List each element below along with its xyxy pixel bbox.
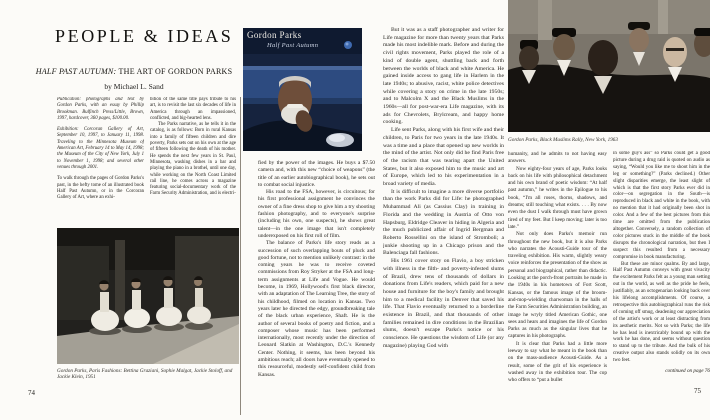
- rally-photo-caption: Gordon Parks, Black Muslims Rally, New York, 1963: [508, 137, 618, 143]
- article-title: [28, 67, 240, 76]
- article-title-work: HALF PAST AUTUMN:: [35, 67, 117, 76]
- publication-info: Publication: photographs and text by Gordon Parks, with an essay by Phillip Brookman. Bulfinch Press/Little, Brown, 1997, hardcover, 360 pages, $100.00.: [57, 97, 144, 121]
- section-title: PEOPLE & IDEAS: [55, 26, 234, 46]
- body-paragraph: Not only does Parks's memoir run throughout the new book, but it is also Parks who narrates the Acousti-Guide tour of the traveling exhibition. His warm, slightly weary voice reinforces the presentation of the show as personal and biographical, rather than didactic. Looking at the porch-front portraits he made in the 1940s in his hometown of Fort Scott, Kansas, or the famous image of the broom-and-mop-wielding charwoman in the halls of the Farm Securities Administration building, an image he wryly titled American Gothic, one sees and hears and imagines the life of Gordon Parks as much as the singular lives that he captures in his photographs.: [508, 231, 607, 340]
- byline: by Michael L. Sand: [104, 82, 164, 91]
- exhibition-info: Exhibition: Corcoran Gallery of Art, September 10, 1997, to January 11, 1998. Traveling to the Minnesota Museum of American Art, February 14 to May 14, 1998; the Museum of the City of New York, July 1 to November 1, 1998; and several other venues through 2001.: [57, 127, 144, 170]
- book-cover-image: [243, 28, 362, 151]
- text-column-2: [150, 97, 236, 227]
- paris-fashions-photo: [57, 228, 239, 364]
- black-muslims-rally-photo: [508, 0, 710, 132]
- body-paragraph: To walk through the pages of Gordon Parks's past, in the hefty tome of an illustrated book Half Past Autumn, or in the Corcoran Gallery of Art, where an exhi-: [57, 176, 144, 201]
- paris-photo-caption: Gordon Parks, Paris Fashions: Bettina Graziani, Sophie Malgat, Jackie Stoloff, and Jackie Klein, 1951: [57, 368, 233, 381]
- page-number-right: 75: [694, 387, 701, 395]
- body-paragraph: Life sent Parks, along with his first wife and their children, to Paris for two years in the late 1940s. It was a time and a place that opened up new worlds in the mind of the artist. Not only did he find Paris free of the racism that was tearing apart the United States, but it also exposed him to the music and art of Europe, which led to his experimentation in a broad variety of media.: [383, 127, 504, 188]
- text-column-4: [383, 27, 504, 419]
- body-paragraph: fied by the power of the images. He buys a $7.50 camera and, with this new “choice of weapons” (the title of an earlier autobiographical book), he sets out to combat social injustice.: [258, 160, 375, 188]
- body-paragraph: bition of the same title pays tribute to his art, is to revisit the last six decades of life in America through an impassioned, conflicted, and big-hearted lens.: [150, 97, 236, 121]
- book-cover-author: Gordon Parks: [247, 30, 302, 40]
- text-column-1: [57, 97, 144, 227]
- body-paragraph: But it was as a staff photographer and writer for Life magazine for more than twenty years that Parks made his most indelible mark. Before and during the civil rights movement, Parks played the role of a kind of double agent, shuttling back and forth between the worlds of black and white America. He gained inside access to gang life in Harlem in the late 1940s; to abusive, racist, white police detectives while covering a story on crime in the late 1950s; and to Malcolm X and the Black Muslims in the 1960s—all for post-war-era Life magazine, with its ads for Chevrolets, Brylcream, and happy home cooking.: [383, 27, 504, 126]
- article-title-subtitle: THE ART OF GORDON PARKS: [116, 67, 233, 76]
- text-column-6: [613, 151, 710, 420]
- column-rule: [240, 97, 241, 415]
- rally-art: [508, 0, 710, 132]
- body-paragraph: Now eighty-four years of age, Parks looks back on his life with philosophical detachment and his own brand of poetic wisdom: “At half past autumn,” he writes in the Epilogue to his book, “I'm all roses, thorns, shadows, and dreams; still touching what exists. . . . By now even the dust I walk through must have grown tired of my feet. But I keep moving; later is too late.”: [508, 165, 607, 230]
- text-column-3: [258, 160, 375, 418]
- body-paragraph: The balance of Parks's life story reads as a succession of such overlapping bouts of pluck and good fortune, not to mention unlikely contrast: in the coming years he was to receive coveted commissions from Roy Stryker at the FSA and long-term assignments at Life and Vogue. He would become, in 1969, Hollywood's first black director, with an adaptation of The Learning Tree, the story of his childhood, filmed on location in Kansas. Two years later he directed the edgy, groundbreaking tale of the black urban experience, Shaft. He is the author of several books of poetry and fiction, and a composer whose music has been performed internationally, most recently under the direction of Leonard Slatkin at Washington, D.C.'s Kennedy Center. Nothing, it seems, has been beyond his ambitious reach; all doors have eventually opened to this resourceful, modestly self-confident child from Kansas.: [258, 240, 375, 378]
- body-paragraph: The Parks narrative, as he tells it in the catalog, is as follows: Born in rural Kansas into a family of fifteen children and dire poverty, Parks sets out on his own at the age of fifteen following the death of his mother. He spends the next few years in St. Paul, Minnesota, washing dishes in a bar and playing the piano in a brothel, until one day, while working on the North Coast Limited rail line, he comes across a magazine featuring social-documentary work of the Farm Security Administration, and is electri-: [150, 122, 236, 197]
- body-paragraph: in some guy's ass” so Parks could get a good picture during a drug raid is quoted on audio as saying, “Would you like me to shoot him in the leg or something?” (Parks declined.) Other slight disparities emerge, the least slight of which is that the first story Parks ever did in color—on segregation in the South—is reproduced in black and white in the book, with no mention that it had originally been shot in color. And a few of the best pictures from this time are omitted from the publication altogether. Conversely, a random collection of color pictures stuck in the middle of the book disrupts the chronological narration, but then I suspect this resulted from a necessary compromise in book manufacturing.: [613, 151, 710, 260]
- body-paragraph: It is clear that Parks had a little more leeway to say what he meant in the book than on the mass-audience Acousti-Guide. As a result, some of the grit of his experience is washed away in the exhibition tour. The cop who offers to “put a bullet: [508, 340, 607, 384]
- body-paragraph: It is difficult to imagine a more diverse portfolio than the work Parks did for Life: he photographed Muhammad Ali (as Cassius Clay) in training in Florida and the wedding in Austria of Otto von Hapsburg, Eldridge Cleaver in hiding in Algeria and the much publicized affair of Ingrid Bergman and Roberto Rossellini on the island of Stromboli; a junkie shooting up in a Chicago prison and the Balenciaga fall fashions.: [383, 188, 504, 257]
- paris-fashions-art: [57, 228, 239, 364]
- page-number-left: 74: [28, 389, 35, 397]
- book-cover-title: Half Past Autumn: [267, 42, 319, 49]
- body-paragraph: His 1961 cover story on Flavio, a boy stricken with illness in the filth- and poverty-infested slums of Brazil, drew tens of thousands of dollars in donations from Life's readers, which paid for a new house and furniture for the boy's family and brought him to a medical facility in Denver that saved his life. That Flavio eventually returned to a borderline existence in Brazil, and that thousands of other families remained in dire conditions in the Brazilian slums, doesn't escape Parks's notice or his conscience. He questions the wisdom of Life (or any magazine) playing God with: [383, 258, 504, 349]
- body-paragraph: His road to the FSA, however, is circuitous; for his first professional assignment he convinces the owner of a fine dress shop to give him a try shooting fashion photography, and to everyone's surprise (including his own, one suspects), he shows great talent—in the one image that isn't completely underexposed on his first roll of film.: [258, 189, 375, 239]
- text-column-5: [508, 151, 607, 420]
- body-paragraph: But these are minor qualms. By and large, Half Past Autumn conveys with great vivacity the excitement Parks felt as a young man setting out in the world, as well as the pride he feels, justifiably, as an octogenarian looking back over his lifelong accomplishments. Of course, a retrospective this autobiographical runs the risk of coming off smug, deadening our appreciation of the artist's work or at least distracting from its aesthetic merits. Not so with Parks; the life he has lead is inextricably bound up with the work he has done, and seems without question to stand up to the tribute. And the bulk of his creative output also stands solidly on its own two feet.: [613, 261, 710, 364]
- body-paragraph: humanity, and he admits to not having easy answers.: [508, 151, 607, 165]
- continued-note: continued on page 76: [665, 368, 710, 375]
